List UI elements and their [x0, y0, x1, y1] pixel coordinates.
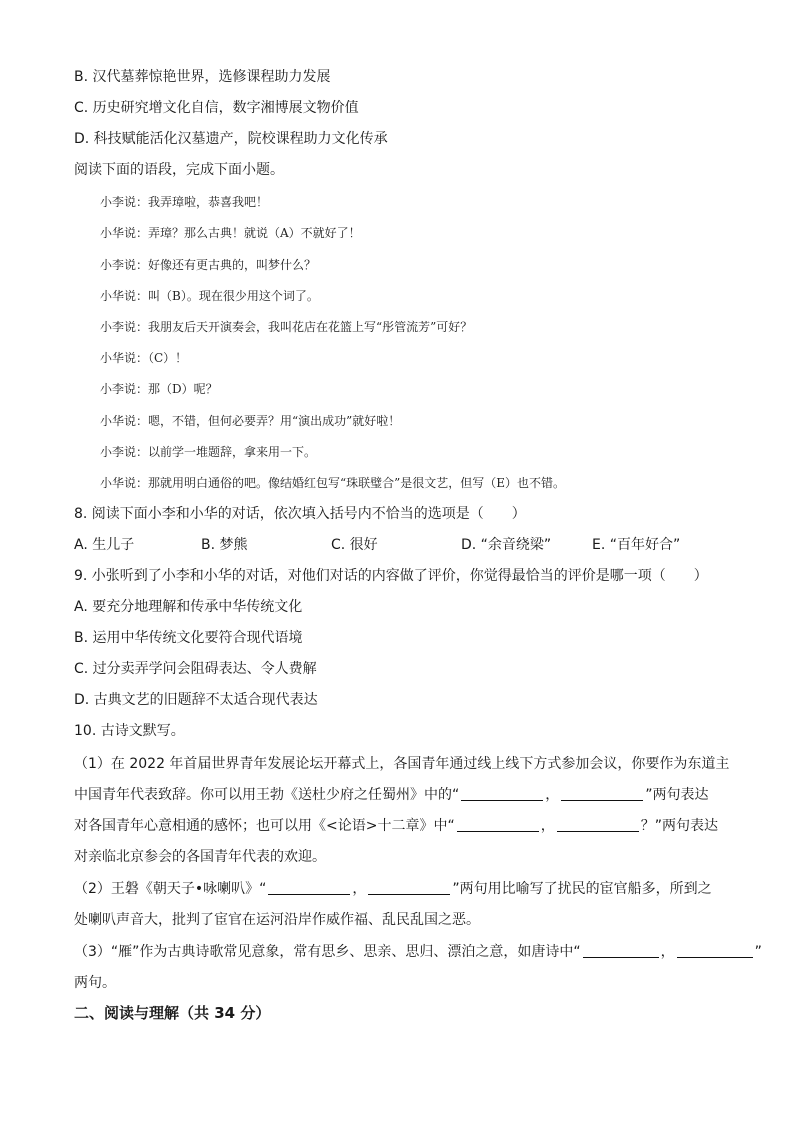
question-9-stem: 9. 小张听到了小李和小华的对话，对他们对话的内容做了评价，你觉得最恰当的评价是哪一项（ ） — [74, 568, 708, 584]
fill-blank — [461, 786, 543, 801]
q9-option-b: B. 运用中华传统文化要符合现代语境 — [74, 630, 303, 646]
fill-blank — [268, 880, 350, 895]
q8-option-d: D. “余音绕梁” — [461, 537, 552, 553]
dialogue-line: 小李说：我弄璋啦，恭喜我吧！ — [100, 195, 269, 209]
q9-option-d: D. 古典文艺的旧题辞不太适合现代表达 — [74, 692, 318, 708]
dialogue-line: 小华说：那就用明白通俗的吧。像结婚红包写“珠联璧合”是很文艺，但写（E）也不错。 — [100, 476, 566, 490]
q10-part3-line2: 两句。 — [74, 975, 116, 991]
q8-option-b: B. 梦熊 — [201, 537, 248, 553]
q10-part1-line1: （1）在 2022 年首届世界青年发展论坛开幕式上，各国青年通过线上线下方式参加会议，你要作为东道主 — [74, 756, 730, 772]
dialogue-line: 小李说：我朋友后天开演奏会，我叫花店在花篮上写“彤管流芳”可好？ — [100, 320, 473, 334]
dialogue-line: 小华说：（C）！ — [100, 351, 188, 365]
fill-blank — [677, 943, 753, 958]
option-c: C. 历史研究增文化自信，数字湘博展文物价值 — [74, 100, 359, 116]
dialogue-line: 小华说：嗯，不错，但何必要弄？用“演出成功”就好啦！ — [100, 414, 401, 428]
q9-option-c: C. 过分卖弄学问会阻碍表达、令人费解 — [74, 661, 317, 677]
q10-part1-line3: 对各国青年心意相通的感怀；也可以用《<论语>十二章》中“ ， ？”两句表达 — [74, 818, 718, 834]
option-b: B. 汉代墓葬惊艳世界，选修课程助力发展 — [74, 69, 331, 85]
fill-blank — [561, 786, 643, 801]
fill-blank — [457, 817, 539, 832]
dialogue-line: 小李说：那（D）呢？ — [100, 382, 218, 396]
dialogue-line: 小华说：叫（B）。现在很少用这个词了。 — [100, 289, 319, 303]
option-d: D. 科技赋能活化汉墓遗产，院校课程助力文化传承 — [74, 131, 388, 147]
q9-option-a: A. 要充分地理解和传承中华传统文化 — [74, 599, 303, 615]
question-8-stem: 8. 阅读下面小李和小华的对话，依次填入括号内不恰当的选项是（ ） — [74, 506, 526, 522]
reading-intro: 阅读下面的语段，完成下面小题。 — [74, 162, 284, 178]
fill-blank — [557, 817, 639, 832]
question-10-stem: 10. 古诗文默写。 — [74, 723, 185, 739]
q10-part1-line4: 对亲临北京参会的各国青年代表的欢迎。 — [74, 849, 326, 865]
dialogue-line: 小李说：以前学一堆题辞，拿来用一下。 — [100, 445, 317, 459]
q10-part2-line2: 处喇叭声音大，批判了宦官在运河沿岸作威作福、乱民乱国之恶。 — [74, 912, 480, 928]
q8-option-e: E. “百年好合” — [592, 537, 681, 553]
q8-option-a: A. 生儿子 — [74, 537, 135, 553]
q10-part2-line1: （2）王磐《朝天子•咏喇叭》“ ， ”两句用比喻写了扰民的宦官船多，所到之 — [74, 881, 712, 897]
q8-option-c: C. 很好 — [331, 537, 378, 553]
fill-blank — [583, 943, 659, 958]
q10-part1-line2: 中国青年代表致辞。你可以用王勃《送杜少府之任蜀州》中的“ ， ”两句表达 — [74, 787, 709, 803]
fill-blank — [368, 880, 450, 895]
dialogue-line: 小华说：弄璋？那么古典！就说（A）不就好了！ — [100, 226, 361, 240]
section-heading: 二、阅读与理解（共 34 分） — [74, 1004, 271, 1022]
q10-part3-line1: （3）“雁”作为古典诗歌常见意象，常有思乡、思亲、思归、漂泊之意，如唐诗中“ ， ” — [74, 944, 762, 960]
dialogue-line: 小李说：好像还有更古典的，叫梦什么？ — [100, 258, 317, 272]
